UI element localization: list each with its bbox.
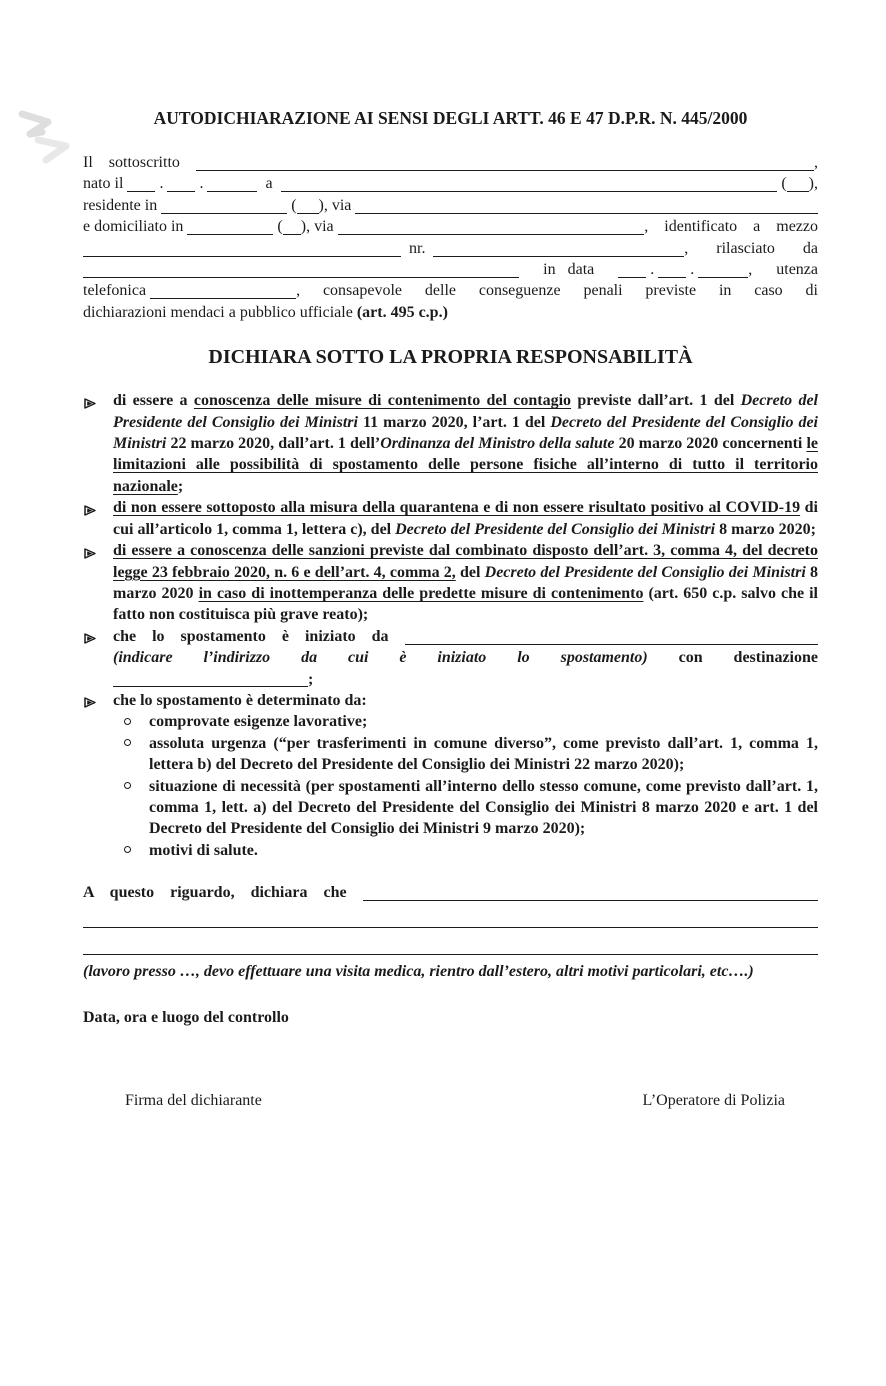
- blank-field: [127, 191, 155, 192]
- paragraph-text: [113, 690, 818, 711]
- declaration-item: [83, 690, 818, 861]
- blank-field: [658, 277, 686, 278]
- form-line: [83, 195, 818, 216]
- arrow-bullet-icon: [84, 545, 97, 558]
- text-run: conoscenza delle misure di contenimento del contagio: [193, 392, 572, 410]
- text-run: .: [686, 261, 699, 279]
- text-run: motivi di salute.: [149, 841, 258, 859]
- blank-field: [618, 277, 646, 278]
- blank-field: [787, 191, 809, 192]
- text-run: Decreto del Presidente del Consiglio dei Ministri: [484, 563, 806, 581]
- form-line: [113, 669, 818, 690]
- text-run: ;: [308, 670, 314, 688]
- declaration-item: [83, 626, 818, 690]
- text-run: le limitazioni alle possibilità di spostamento delle persone fisiche all’interno di tutto il territorio nazionale: [113, 435, 819, 495]
- blank-field: [698, 277, 748, 278]
- text-run: ,: [814, 154, 818, 171]
- text-run: (: [777, 175, 787, 193]
- sub-option-item: [113, 776, 818, 840]
- blank-field: [167, 191, 195, 192]
- blank-field: [363, 900, 818, 901]
- text-run: ), via: [300, 218, 338, 236]
- text-run: .: [155, 175, 168, 193]
- text-run: a: [257, 175, 281, 193]
- text-run: di essere a conoscenza delle sanzioni previste dal combinato disposto dell’art. 3, comma 4, del decreto legge 23 febbraio 2020, n. 6 e dell’art. 4, comma 2,: [113, 542, 818, 581]
- text-run: nr.: [401, 239, 434, 257]
- text-run: 20 marzo 2020 concernenti: [614, 435, 807, 453]
- blank-field: [83, 927, 818, 928]
- text-run: , utenza: [748, 261, 818, 279]
- circle-bullet-icon: [124, 718, 131, 725]
- blank-field: [281, 191, 778, 192]
- text-run: ;: [177, 477, 184, 495]
- blank-field: [355, 213, 818, 214]
- signature-left-label: Firma del dichiarante: [125, 1092, 262, 1110]
- paragraph-text: [113, 390, 818, 497]
- text-run: telefonica: [83, 282, 151, 300]
- text-run: 8 marzo 2020;: [715, 520, 816, 538]
- text-run: Decreto del Presidente del Consiglio dei Ministri: [113, 392, 818, 431]
- text-run: ), via: [318, 196, 356, 214]
- text-run: (indicare l’indirizzo da cui è iniziato lo spostamento): [113, 649, 648, 667]
- declarations-list: [83, 390, 818, 861]
- intro-paragraph: [83, 152, 818, 323]
- text-run: 11 marzo 2020, l’art. 1 del: [357, 413, 551, 431]
- text-run: A questo riguardo, dichiara che: [83, 884, 363, 902]
- blank-field: [83, 256, 401, 257]
- scan-smudge-mark: [8, 108, 88, 170]
- form-line: [113, 647, 818, 668]
- blank-field: [187, 234, 273, 235]
- text-run: che lo spostamento è iniziato da: [113, 627, 405, 645]
- text-run: di cui all’articolo 1, comma 1, lettera c), del: [113, 499, 818, 538]
- form-line: [83, 238, 818, 259]
- signature-right-label: L’Operatore di Polizia: [642, 1092, 785, 1110]
- text-run: Decreto del Presidente del Consiglio dei Ministri: [113, 413, 819, 453]
- text-run: (lavoro presso …, devo effettuare una visita medica, rientro dall’estero, altri motivi particolari, etc….): [83, 962, 754, 980]
- form-line: [83, 152, 818, 173]
- text-run: , rilasciato da: [684, 239, 818, 257]
- text-run: .: [195, 175, 208, 193]
- declaration-item: [83, 540, 818, 626]
- closing-section: [83, 882, 818, 982]
- text-run: assoluta urgenza (“per trasferimenti in comune diverso”, come previsto dall’art. 1, comma 1, lettera b) del Decreto del Presidente del Consiglio dei Ministri 22 marzo 2020);: [149, 734, 818, 774]
- form-line: [83, 216, 818, 237]
- form-line: [83, 904, 818, 931]
- circle-bullet-icon: [124, 739, 131, 746]
- section-heading: DICHIARA SOTTO LA PROPRIA RESPONSABILITÀ: [208, 346, 693, 369]
- form-line: [83, 173, 818, 194]
- text-run: di non essere sottoposto alla misura della quarantena e di non essere risultato positivo al COVID-19: [113, 499, 801, 517]
- declaration-item: [83, 497, 818, 540]
- note-text: [83, 961, 818, 982]
- sub-option-item: [113, 711, 818, 732]
- text-run: .: [646, 261, 659, 279]
- arrow-bullet-icon: [84, 630, 97, 643]
- text-run: in data: [519, 261, 619, 279]
- text-run: (art. 495 c.p.): [356, 303, 448, 321]
- text-run: nato il: [83, 175, 128, 193]
- form-line: [83, 302, 818, 323]
- blank-field: [405, 644, 818, 645]
- arrow-bullet-icon: [84, 694, 97, 707]
- text-run: , identificato a mezzo: [644, 218, 818, 236]
- circle-bullet-icon: [124, 846, 131, 853]
- paragraph-text: [149, 711, 818, 732]
- form-line: [113, 626, 818, 647]
- text-run: situazione di necessità (per spostamenti all’interno dello stesso comune, come previsto dall’art. 1, comma 1, lett. a) del Decreto del Presidente del Consiglio dei Ministri 8 marzo 2020 e art. 1 del Decreto del Presidente del Consiglio dei Ministri 9 marzo 2020);: [149, 777, 818, 838]
- blank-field: [283, 234, 301, 235]
- paragraph-text: [149, 733, 818, 776]
- circle-bullet-icon: [124, 782, 131, 789]
- document-page: [0, 106, 886, 1386]
- text-run: (: [287, 196, 297, 214]
- text-run: Ordinanza del Ministro della salute: [380, 435, 615, 453]
- form-line: [83, 259, 818, 280]
- text-run: 22 marzo 2020, dall’art. 1 dell’: [166, 435, 381, 453]
- paragraph-text: [113, 497, 818, 540]
- text-run: del: [455, 563, 485, 581]
- text-run: dichiarazioni mendaci a pubblico ufficiale: [83, 303, 357, 321]
- document-title: AUTODICHIARAZIONE AI SENSI DEGLI ARTT. 46 E 47 D.P.R. N. 445/2000: [153, 108, 748, 128]
- arrow-bullet-icon: [84, 502, 97, 515]
- text-run: (art. 650 c.p. salvo che il fatto non costituisca più grave reato);: [113, 584, 819, 624]
- paragraph-text: [149, 776, 818, 840]
- text-run: 8 marzo 2020: [113, 563, 819, 602]
- form-line: [83, 931, 818, 958]
- form-line: [83, 280, 818, 301]
- blank-field: [83, 277, 519, 278]
- arrow-bullet-icon: [84, 395, 97, 408]
- blank-field: [297, 213, 319, 214]
- text-run: Decreto del Presidente del Consiglio dei Ministri: [395, 520, 716, 538]
- blank-field: [196, 170, 814, 171]
- text-run: che lo spostamento è determinato da:: [113, 691, 367, 709]
- signature-row: [83, 1090, 818, 1111]
- text-run: in caso di inottemperanza delle predette misure di contenimento: [198, 584, 644, 602]
- text-run: , consapevole delle conseguenze penali previste in caso di: [296, 282, 818, 300]
- text-run: (: [273, 218, 283, 236]
- blank-field: [338, 234, 645, 235]
- text-run: di essere a: [113, 392, 194, 410]
- blank-field: [150, 298, 296, 299]
- sub-option-item: [113, 840, 818, 861]
- text-run: residente in: [83, 196, 162, 214]
- blank-field: [161, 213, 287, 214]
- blank-field: [433, 256, 684, 257]
- blank-field: [83, 954, 818, 955]
- text-run: con destinazione: [647, 649, 818, 667]
- text-run: e domiciliato in: [83, 218, 188, 236]
- text-run: Il sottoscritto: [83, 154, 196, 171]
- blank-field: [113, 686, 308, 687]
- control-label: Data, ora e luogo del controllo: [83, 1009, 289, 1026]
- text-run: previste dall’art. 1 del: [571, 392, 741, 410]
- paragraph-text: [113, 540, 818, 626]
- sub-option-item: [113, 733, 818, 776]
- text-run: comprovate esigenze lavorative;: [149, 713, 368, 731]
- text-run: ),: [808, 175, 818, 193]
- blank-field: [207, 191, 257, 192]
- paragraph-text: [149, 840, 818, 861]
- declaration-item: [83, 390, 818, 497]
- form-line: [83, 882, 818, 903]
